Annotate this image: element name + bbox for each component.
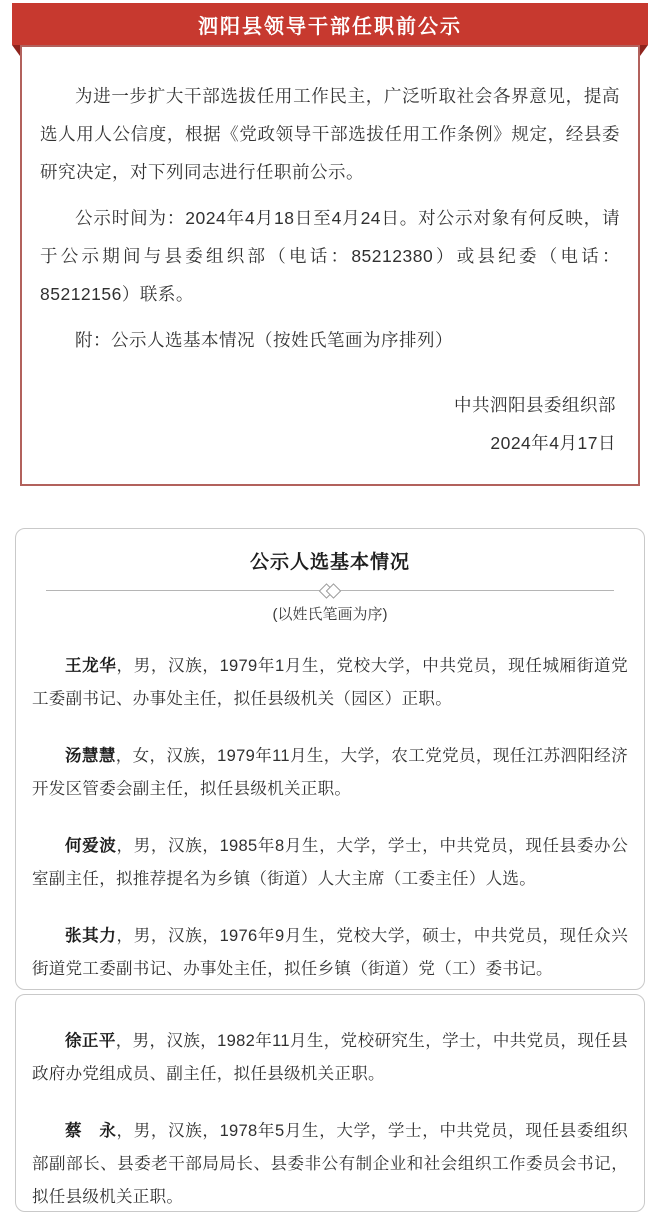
person-detail: ，男，汉族，1978年5月生，大学，学士，中共党员，现任县委组织部副部长、县委老干部局局长、县委非公有制企业和社会组织工作委员会书记，拟任县级机关正职。 [32,1122,628,1206]
ribbon-fold-left [12,45,20,56]
person-name: 王龙华 [65,657,117,675]
person-entry [32,920,628,986]
person-detail: ，男，汉族，1979年1月生，党校大学，中共党员，现任城厢街道党工委副书记、办事处主任，拟任县级机关（园区）正职。 [32,657,628,708]
person-detail: ，男，汉族，1985年8月生，大学，学士，中共党员，现任县委办公室副主任，拟推荐提名为乡镇（街道）人大主席（工委主任）人选。 [32,837,628,888]
person-name: 何爱波 [65,837,117,855]
roster-card-top [15,528,645,990]
person-entry [32,650,628,716]
signature-block [40,386,620,462]
notice-box [20,45,640,486]
ribbon-fold-right [640,45,648,56]
person-entry [32,740,628,806]
page-title: 泗阳县领导干部任职前公示 [198,15,462,38]
person-detail: ，男，汉族，1976年9月生，党校大学，硕士，中共党员，现任众兴街道党工委副书记、办事处主任，拟任乡镇（街道）党（工）委书记。 [32,927,628,978]
notice-paragraph-intro: 为进一步扩大干部选拔任用工作民主，广泛听取社会各界意见，提高选人用人公信度，根据《党政领导干部选拔任用工作条例》规定，经县委研究决定，对下列同志进行任职前公示。 [40,86,620,182]
person-name: 张其力 [65,927,117,945]
ribbon-banner [12,3,648,45]
roster-subtitle: (以姓氏笔画为序) [272,606,388,623]
title-divider [46,590,614,591]
notice-paragraph-period: 公示时间为：2024年4月18日至4月24日。对公示对象有何反映，请于公示期间与县委组织部（电话：85212380）或县纪委（电话：85212156）联系。 [40,208,620,304]
signature-date: 2024年4月17日 [490,433,616,453]
person-name: 蔡 永 [65,1122,117,1140]
signature-org: 中共泗阳县委组织部 [454,395,616,415]
roster-card-bottom [15,994,645,1212]
double-diamond-icon [321,585,339,596]
notice-paragraph-attachment: 附：公示人选基本情况（按姓氏笔画为序排列） [75,330,453,350]
roster-entries-bottom [32,1025,628,1212]
person-name: 徐正平 [65,1032,116,1050]
person-detail: ，男，汉族，1982年11月生，党校研究生，学士，中共党员，现任县政府办党组成员、副主任，拟任县级机关正职。 [32,1032,629,1083]
person-detail: ，女，汉族，1979年11月生，大学，农工党党员，现任江苏泗阳经济开发区管委会副主任，拟任县级机关正职。 [32,747,629,798]
person-entry [32,830,628,896]
person-entry [32,1025,628,1091]
person-entry [32,1115,628,1212]
roster-entries-top [32,650,628,986]
person-name: 汤慧慧 [65,747,116,765]
roster-title: 公示人选基本情况 [249,552,410,573]
